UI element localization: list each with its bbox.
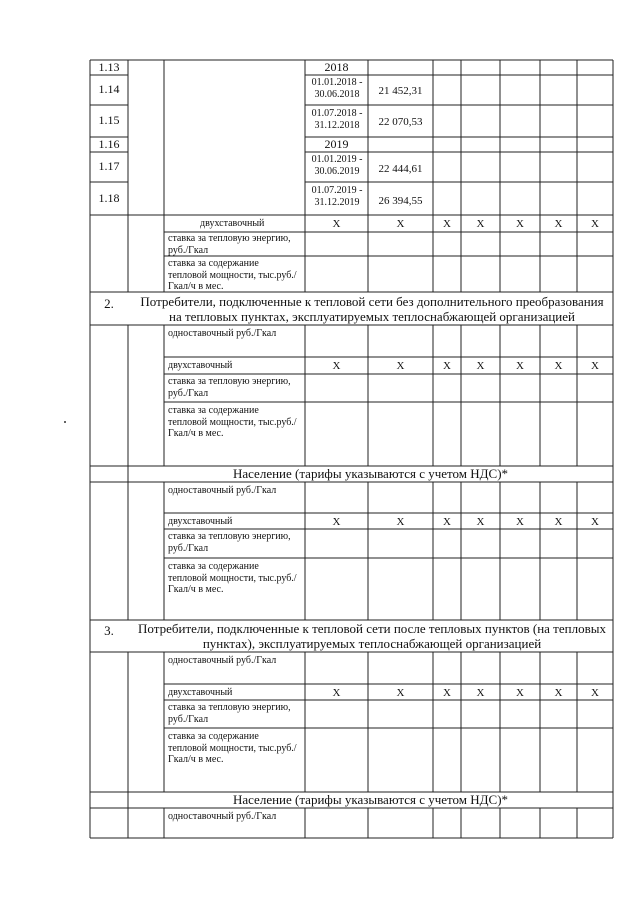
- population-heading: Население (тарифы указываются с учетом НДС)*: [232, 792, 509, 807]
- x-mark: Х: [332, 516, 341, 528]
- year-label: 2018: [324, 60, 349, 74]
- period-label: 01.01.2019 - 30.06.2019: [311, 154, 363, 177]
- two-rate-label: двухставочный: [200, 218, 265, 229]
- x-mark: Х: [591, 516, 599, 528]
- tariff-value: 26 394,55: [378, 195, 423, 207]
- power-rate-label: ставка за содержание тепловой мощности, тыс.руб./Гкал/ч в мес.: [168, 731, 297, 765]
- x-mark: Х: [476, 687, 485, 699]
- x-mark: Х: [443, 516, 451, 528]
- x-mark: Х: [443, 218, 451, 230]
- heat-rate-label: ставка за тепловую энергию, руб./Гкал: [168, 233, 291, 256]
- one-rate-label: одноставочный руб./Гкал: [168, 655, 277, 666]
- two-rate-label: двухставочный: [168, 516, 233, 527]
- x-mark: Х: [591, 360, 599, 372]
- heat-rate-label: ставка за тепловую энергию, руб./Гкал: [168, 376, 291, 399]
- x-mark: Х: [332, 687, 341, 699]
- period-label: 01.01.2018 - 30.06.2018: [311, 77, 363, 100]
- x-mark: Х: [591, 687, 599, 699]
- x-mark: Х: [554, 516, 563, 528]
- section-title: Потребители, подключенные к тепловой сети после тепловых пунктов (на тепловых пунктах), эксплуатируемых теплоснабжающей организацией: [138, 621, 606, 651]
- power-rate-label: ставка за содержание тепловой мощности, тыс.руб./Гкал/ч в мес.: [168, 405, 297, 439]
- margin-speck: [64, 421, 66, 423]
- power-rate-label: ставка за содержание тепловой мощности, тыс.руб./Гкал/ч в мес.: [168, 561, 297, 595]
- x-mark: Х: [516, 360, 524, 372]
- x-mark: Х: [476, 516, 485, 528]
- x-mark: Х: [396, 687, 405, 699]
- tariff-value: 22 070,53: [378, 116, 423, 128]
- x-mark: Х: [396, 218, 405, 230]
- row-number: 1.18: [98, 191, 120, 205]
- row-number: 1.13: [98, 60, 120, 74]
- row-number: 1.16: [98, 137, 120, 151]
- x-mark: Х: [476, 218, 485, 230]
- period-label: 01.07.2018 - 31.12.2018: [311, 108, 363, 131]
- x-mark: Х: [516, 687, 524, 699]
- year-label: 2019: [324, 137, 349, 151]
- x-mark: Х: [554, 360, 563, 372]
- x-mark: Х: [396, 360, 405, 372]
- x-mark: Х: [591, 218, 599, 230]
- row-number: 1.14: [98, 82, 120, 96]
- x-mark: Х: [554, 687, 563, 699]
- section-number: 3.: [104, 623, 114, 638]
- one-rate-label: одноставочный руб./Гкал: [168, 811, 277, 822]
- x-mark: Х: [443, 360, 451, 372]
- x-mark: Х: [516, 218, 524, 230]
- tariff-value: 22 444,61: [378, 163, 423, 175]
- x-mark: Х: [332, 360, 341, 372]
- tariff-value: 21 452,31: [378, 85, 423, 97]
- two-rate-label: двухставочный: [168, 687, 233, 698]
- section-title: Потребители, подключенные к тепловой сети без дополнительного преобразования на тепловых пунктах, эксплуатируемых теплоснабжающей организацией: [140, 294, 604, 324]
- row-number: 1.15: [98, 113, 120, 127]
- heat-rate-label: ставка за тепловую энергию, руб./Гкал: [168, 531, 291, 554]
- one-rate-label: одноставочный руб./Гкал: [168, 485, 277, 496]
- x-mark: Х: [476, 360, 485, 372]
- row-number: 1.17: [98, 159, 120, 173]
- x-mark: Х: [332, 218, 341, 230]
- population-heading: Население (тарифы указываются с учетом НДС)*: [232, 466, 509, 481]
- heat-rate-label: ставка за тепловую энергию, руб./Гкал: [168, 702, 291, 725]
- period-label: 01.07.2019 - 31.12.2019: [311, 185, 363, 208]
- two-rate-label: двухставочный: [168, 360, 233, 371]
- x-mark: Х: [443, 687, 451, 699]
- section-number: 2.: [104, 296, 114, 311]
- one-rate-label: одноставочный руб./Гкал: [168, 328, 277, 339]
- power-rate-label: ставка за содержание тепловой мощности, тыс.руб./Гкал/ч в мес.: [168, 258, 297, 292]
- x-mark: Х: [554, 218, 563, 230]
- x-mark: Х: [516, 516, 524, 528]
- x-mark: Х: [396, 516, 405, 528]
